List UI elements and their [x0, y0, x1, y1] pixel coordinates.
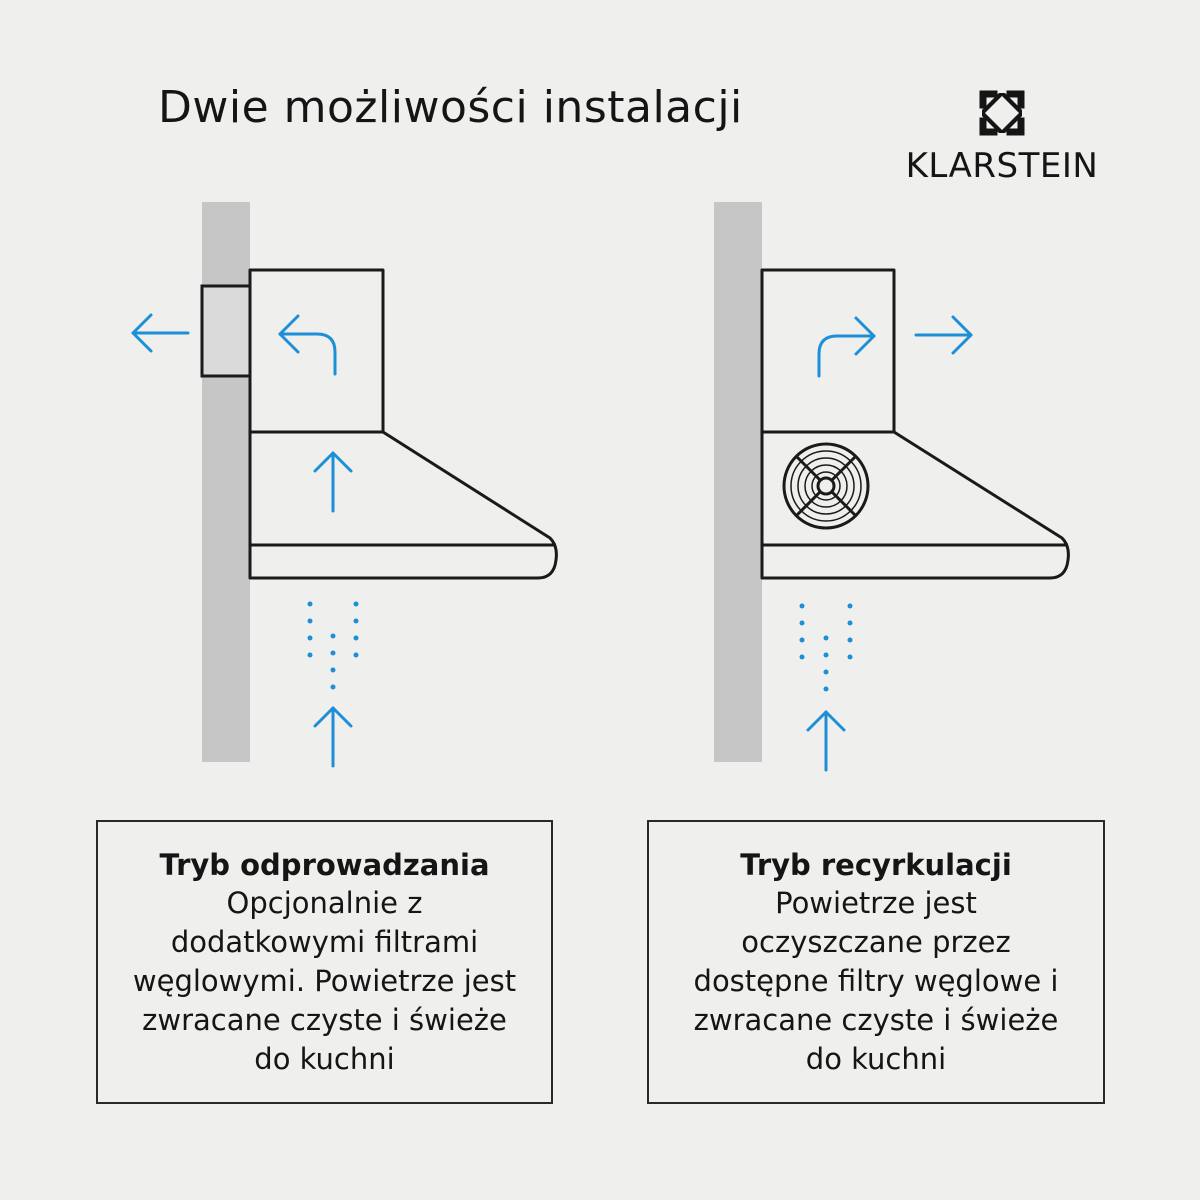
recirculation-mode-title: Tryb recyrkulacji [740, 848, 1012, 882]
extraction-mode-diagram [133, 202, 556, 766]
hood-right [762, 270, 1068, 578]
recirculation-mode-line-4: zwracane czyste i świeże [693, 1003, 1059, 1037]
brand-name: KLARSTEIN [905, 146, 1099, 186]
duct-left [202, 286, 250, 376]
exhaust-arrow-left [133, 315, 188, 351]
extraction-mode-line-4: zwracane czyste i świeże [142, 1003, 507, 1037]
wall-right [714, 202, 762, 762]
exhaust-arrow-right [916, 317, 971, 353]
extraction-mode-line-3: węglowymi. Powietrze jest [132, 964, 517, 998]
airflow-arrow-bottom-left [315, 708, 351, 766]
extraction-mode-line-5: do kuchni [254, 1042, 395, 1076]
airflow-arrow-bottom-right [808, 712, 844, 770]
extraction-mode-caption [96, 820, 553, 1104]
recirculation-mode-line-5: do kuchni [805, 1042, 947, 1076]
page-title: Dwie możliwości instalacji [158, 82, 743, 133]
extraction-mode-line-1: Opcjonalnie z [226, 886, 423, 920]
recirculation-mode-line-3: dostępne filtry węglowe i [693, 964, 1059, 998]
steam-dots-right [800, 604, 853, 692]
extraction-mode-title: Tryb odprowadzania [159, 848, 490, 882]
extraction-mode-line-2: dodatkowymi filtrami [170, 925, 479, 959]
steam-dots-left [308, 602, 359, 690]
recirculation-mode-line-2: oczyszczane przez [741, 925, 1011, 959]
recirculation-mode-diagram [714, 202, 1068, 770]
recirculation-mode-caption [647, 820, 1105, 1104]
recirculation-mode-line-1: Powietrze jest [775, 886, 977, 920]
